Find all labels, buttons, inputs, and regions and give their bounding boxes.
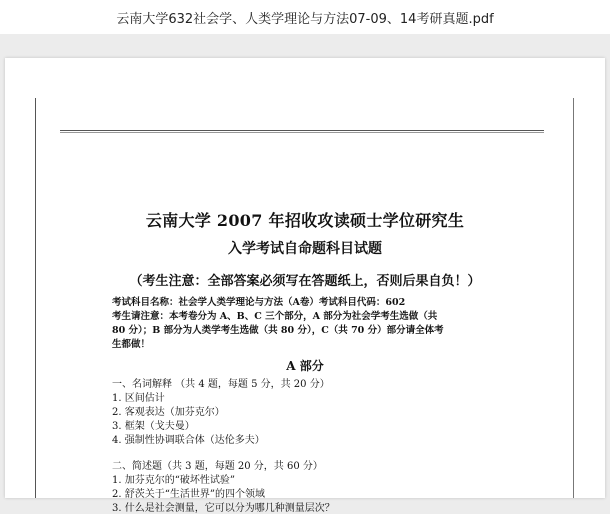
scan-border-right xyxy=(573,98,574,498)
instruction-line-2: 80 分）；B 部分为人类学考生选做（共 80 分），C（共 70 分）部分请全体考 xyxy=(112,325,444,336)
part2-item: 2. 舒茨关于“生活世界”的四个领域 xyxy=(112,489,265,500)
exam-title: 云南大学 2007 年招收攻读硕士学位研究生 xyxy=(145,211,465,230)
scan-border-left xyxy=(35,98,36,498)
section-title: A 部分 xyxy=(286,359,324,373)
part1-heading: 一、名词解释 （共 4 题，每题 5 分，共 20 分） xyxy=(112,379,330,390)
part2-heading: 二、简述题（共 3 题，每题 20 分，共 60 分） xyxy=(112,461,323,472)
exam-notice: （考生注意：全部答案必须写在答题纸上，否则后果自负！） xyxy=(129,274,481,289)
pdf-page xyxy=(5,58,605,514)
instruction-line-1: 考生请注意：本考卷分为 A、B、C 三个部分，A 部分为社会学考生选做（共 xyxy=(112,311,438,322)
part2-item: 3. 什么是社会测量，它可以分为哪几种测量层次？ xyxy=(112,503,335,514)
instruction-line-3: 生都做！ xyxy=(112,339,151,350)
pdf-viewer[interactable] xyxy=(0,34,610,514)
part2-item: 1. 加芬克尔的“破坏性试验” xyxy=(112,475,235,486)
subject-line: 考试科目名称：社会学人类学理论与方法（A卷）考试科目代码：602 xyxy=(112,297,406,308)
part1-item: 4. 强制性协调联合体（达伦多夫） xyxy=(112,435,265,446)
scan-top-rule-2 xyxy=(60,132,544,133)
document-title: 云南大学632社会学、人类学理论与方法07-09、14考研真题.pdf xyxy=(116,11,494,27)
part1-item: 3. 框架（戈夫曼） xyxy=(112,421,195,432)
scan-top-rule xyxy=(60,130,544,131)
exam-subtitle: 入学考试自命题科目试题 xyxy=(228,241,382,257)
part1-item: 2. 客观表达（加芬克尔） xyxy=(112,407,225,418)
part1-item: 1. 区间估计 xyxy=(112,393,165,404)
document-title-bar xyxy=(0,0,610,35)
scanned-exam-page xyxy=(5,58,605,514)
